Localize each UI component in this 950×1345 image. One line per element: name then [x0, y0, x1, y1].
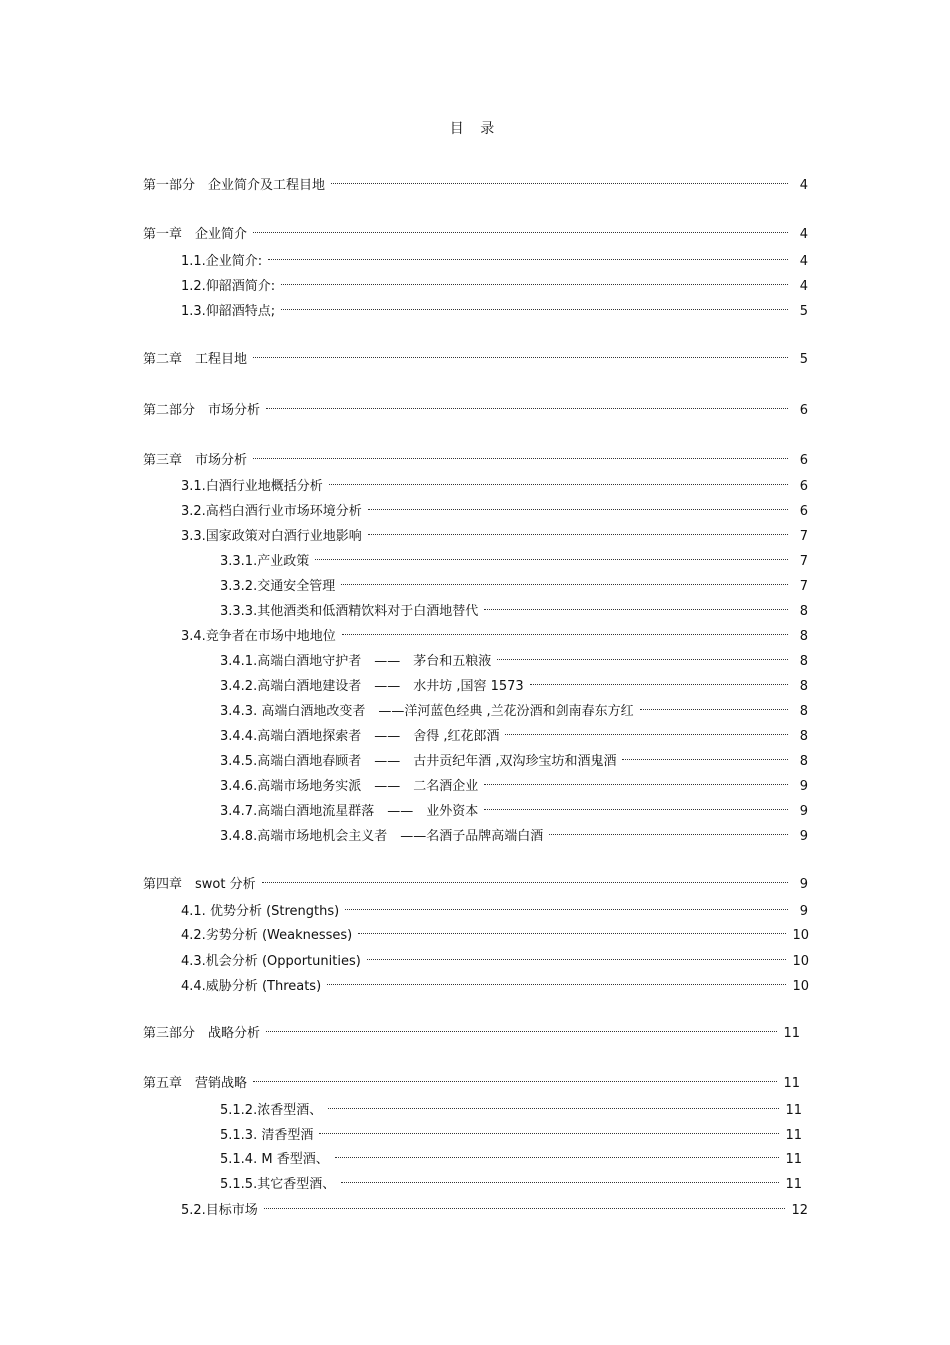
toc-leader-dots [281, 270, 788, 290]
toc-page-number: 6 [799, 479, 808, 494]
toc-entry[interactable] [181, 470, 808, 494]
toc-leader-dots [329, 470, 788, 490]
toc-page-number: 8 [799, 729, 808, 744]
toc-page-number: 8 [799, 629, 808, 644]
toc-entry-text: 第一部分 企业简介及工程目地 [143, 178, 326, 193]
toc-leader-dots [484, 770, 788, 790]
toc-leader-dots [319, 1119, 779, 1139]
toc-page-number: 4 [799, 254, 808, 269]
toc-entry-text: 3.2.高档白酒行业市场环境分析 [181, 504, 362, 519]
toc-leader-dots [342, 620, 788, 640]
toc-entry[interactable] [220, 570, 808, 594]
toc-entry[interactable] [220, 795, 808, 819]
toc-leader-dots [268, 245, 788, 265]
toc-page-number: 4 [799, 279, 808, 294]
toc-entry[interactable] [220, 1168, 802, 1192]
toc-page-number: 6 [799, 403, 808, 418]
toc-entry-text: 3.1.白酒行业地概括分析 [181, 479, 323, 494]
toc-entry[interactable] [143, 1017, 800, 1041]
toc-page-number: 11 [783, 1026, 800, 1041]
toc-page-number: 9 [799, 804, 808, 819]
toc-entry-text: 1.1.企业简介: [181, 254, 263, 269]
toc-entry[interactable] [181, 245, 808, 269]
toc-entry-text: 3.3.国家政策对白酒行业地影响 [181, 529, 362, 544]
toc-entry[interactable] [181, 270, 808, 294]
toc-leader-dots [358, 919, 786, 939]
toc-entry[interactable] [220, 820, 808, 844]
toc-page-number: 11 [785, 1152, 802, 1167]
toc-entry-text: 5.2.目标市场 [181, 1203, 258, 1218]
toc-entry-text: 4.4.威胁分析 (Threats) [181, 979, 322, 994]
toc-entry[interactable] [143, 169, 808, 193]
toc-entry[interactable] [220, 695, 808, 719]
toc-entry-text: 1.3.仰韶酒特点; [181, 304, 276, 319]
toc-page-number: 5 [799, 352, 808, 367]
toc-leader-dots [335, 1143, 780, 1163]
toc-entry[interactable] [143, 343, 808, 367]
toc-page-number: 7 [799, 579, 808, 594]
toc-leader-dots [328, 1094, 779, 1114]
toc-leader-dots [497, 645, 788, 665]
toc-entry-text: 1.2.仰韶酒简介: [181, 279, 276, 294]
toc-entry[interactable] [181, 895, 808, 919]
toc-page-number: 10 [792, 928, 809, 943]
toc-entry[interactable] [220, 670, 808, 694]
toc-entry-text: 第三部分 战略分析 [143, 1026, 261, 1041]
toc-entry[interactable] [181, 945, 809, 969]
toc-page-number: 8 [799, 679, 808, 694]
toc-leader-dots [264, 1194, 786, 1214]
toc-leader-dots [266, 394, 788, 414]
toc-entry-text: 3.4.3. 高端白酒地改变者 ——洋河蓝色经典 ,兰花汾酒和剑南春东方红 [220, 704, 634, 719]
toc-entry[interactable] [143, 218, 808, 242]
toc-page-number: 11 [783, 1076, 800, 1091]
toc-entry-text: 3.4.竞争者在市场中地地位 [181, 629, 336, 644]
toc-page-number: 6 [799, 504, 808, 519]
toc-entry-text: 3.4.5.高端白酒地春顾者 —— 古井贡纪年酒 ,双沟珍宝坊和酒鬼酒 [220, 754, 617, 769]
toc-entry-text: 第三章 市场分析 [143, 453, 248, 468]
toc-page-number: 10 [792, 979, 809, 994]
toc-leader-dots [368, 495, 788, 515]
toc-entry[interactable] [181, 970, 809, 994]
toc-leader-dots [367, 945, 787, 965]
toc-page-number: 8 [799, 604, 808, 619]
toc-leader-dots [341, 570, 788, 590]
toc-entry-text: 4.3.机会分析 (Opportunities) [181, 954, 361, 969]
toc-entry[interactable] [220, 1119, 802, 1143]
toc-leader-dots [341, 1168, 779, 1188]
toc-page-number: 7 [799, 529, 808, 544]
toc-entry[interactable] [181, 919, 809, 943]
toc-entry-text: 第一章 企业简介 [143, 227, 248, 242]
toc-leader-dots [327, 970, 786, 990]
toc-entry[interactable] [143, 394, 808, 418]
toc-entry[interactable] [181, 1194, 808, 1218]
toc-entry[interactable] [220, 770, 808, 794]
toc-entry[interactable] [143, 868, 808, 892]
toc-entry-text: 5.1.2.浓香型酒、 [220, 1103, 323, 1118]
toc-entry[interactable] [181, 620, 808, 644]
toc-leader-dots [549, 820, 788, 840]
toc-page-number: 10 [792, 954, 809, 969]
toc-page-number: 9 [799, 877, 808, 892]
toc-entry-text: 第二部分 市场分析 [143, 403, 261, 418]
toc-leader-dots [253, 1067, 777, 1087]
toc-entry[interactable] [220, 645, 808, 669]
toc-page-number: 4 [799, 227, 808, 242]
toc-entry[interactable] [220, 720, 808, 744]
toc-leader-dots [345, 895, 788, 915]
toc-page-number: 9 [799, 779, 808, 794]
toc-leader-dots [484, 595, 788, 615]
toc-leader-dots [640, 695, 788, 715]
toc-leader-dots [331, 169, 788, 189]
toc-leader-dots [266, 1017, 777, 1037]
toc-entry-text: 第四章 swot 分析 [143, 877, 256, 892]
toc-entry-text: 3.4.7.高端白酒地流星群落 —— 业外资本 [220, 804, 479, 819]
toc-entry[interactable] [220, 1143, 802, 1167]
toc-leader-dots [368, 520, 788, 540]
toc-entry-text: 3.4.1.高端白酒地守护者 —— 茅台和五粮液 [220, 654, 492, 669]
page-title: 目 录 [449, 121, 501, 137]
toc-entry[interactable] [143, 444, 808, 468]
toc-leader-dots [253, 444, 788, 464]
toc-entry[interactable] [220, 745, 808, 769]
toc-entry-text: 5.1.5.其它香型酒、 [220, 1177, 336, 1192]
toc-entry-text: 3.4.6.高端市场地务实派 —— 二名酒企业 [220, 779, 479, 794]
toc-page-number: 11 [785, 1103, 802, 1118]
toc-page-number: 8 [799, 704, 808, 719]
toc-leader-dots [505, 720, 788, 740]
toc-entry-text: 5.1.3. 清香型酒 [220, 1128, 314, 1143]
toc-leader-dots [622, 745, 788, 765]
toc-leader-dots [484, 795, 788, 815]
toc-leader-dots [281, 295, 788, 315]
toc-entry-text: 3.3.2.交通安全管理 [220, 579, 336, 594]
toc-entry-text: 3.3.3.其他酒类和低酒精饮料对于白酒地替代 [220, 604, 479, 619]
toc-entry-text: 第五章 营销战略 [143, 1076, 248, 1091]
toc-page-number: 7 [799, 554, 808, 569]
toc-entry-text: 3.4.4.高端白酒地探索者 —— 舍得 ,红花郎酒 [220, 729, 500, 744]
toc-page-number: 11 [785, 1177, 802, 1192]
toc-entry-text: 3.4.2.高端白酒地建设者 —— 水井坊 ,国窖 1573 [220, 679, 524, 694]
toc-page-number: 8 [799, 654, 808, 669]
toc-page-number: 9 [799, 829, 808, 844]
toc-entry[interactable] [181, 520, 808, 544]
toc-entry-text: 3.3.1.产业政策 [220, 554, 310, 569]
toc-entry[interactable] [181, 295, 808, 319]
toc-page-number: 6 [799, 453, 808, 468]
toc-entry[interactable] [220, 595, 808, 619]
toc-leader-dots [530, 670, 788, 690]
toc-leader-dots [262, 868, 788, 888]
toc-entry[interactable] [181, 495, 808, 519]
toc-page-number: 11 [785, 1128, 802, 1143]
toc-page-number: 9 [799, 904, 808, 919]
toc-leader-dots [315, 545, 788, 565]
toc-page-number: 5 [799, 304, 808, 319]
toc-entry-text: 3.4.8.高端市场地机会主义者 ——名酒子品牌高端白酒 [220, 829, 544, 844]
toc-entry[interactable] [143, 1067, 800, 1091]
toc-entry[interactable] [220, 1094, 802, 1118]
toc-page-number: 4 [799, 178, 808, 193]
toc-leader-dots [253, 343, 788, 363]
toc-page-number: 8 [799, 754, 808, 769]
toc-leader-dots [253, 218, 788, 238]
toc-entry-text: 4.2.劣势分析 (Weaknesses) [181, 928, 353, 943]
toc-entry[interactable] [220, 545, 808, 569]
toc-entry-text: 4.1. 优势分析 (Strengths) [181, 904, 340, 919]
toc-entry-text: 第二章 工程目地 [143, 352, 248, 367]
toc-entry-text: 5.1.4. M 香型酒、 [220, 1152, 329, 1167]
toc-page-number: 12 [791, 1203, 808, 1218]
